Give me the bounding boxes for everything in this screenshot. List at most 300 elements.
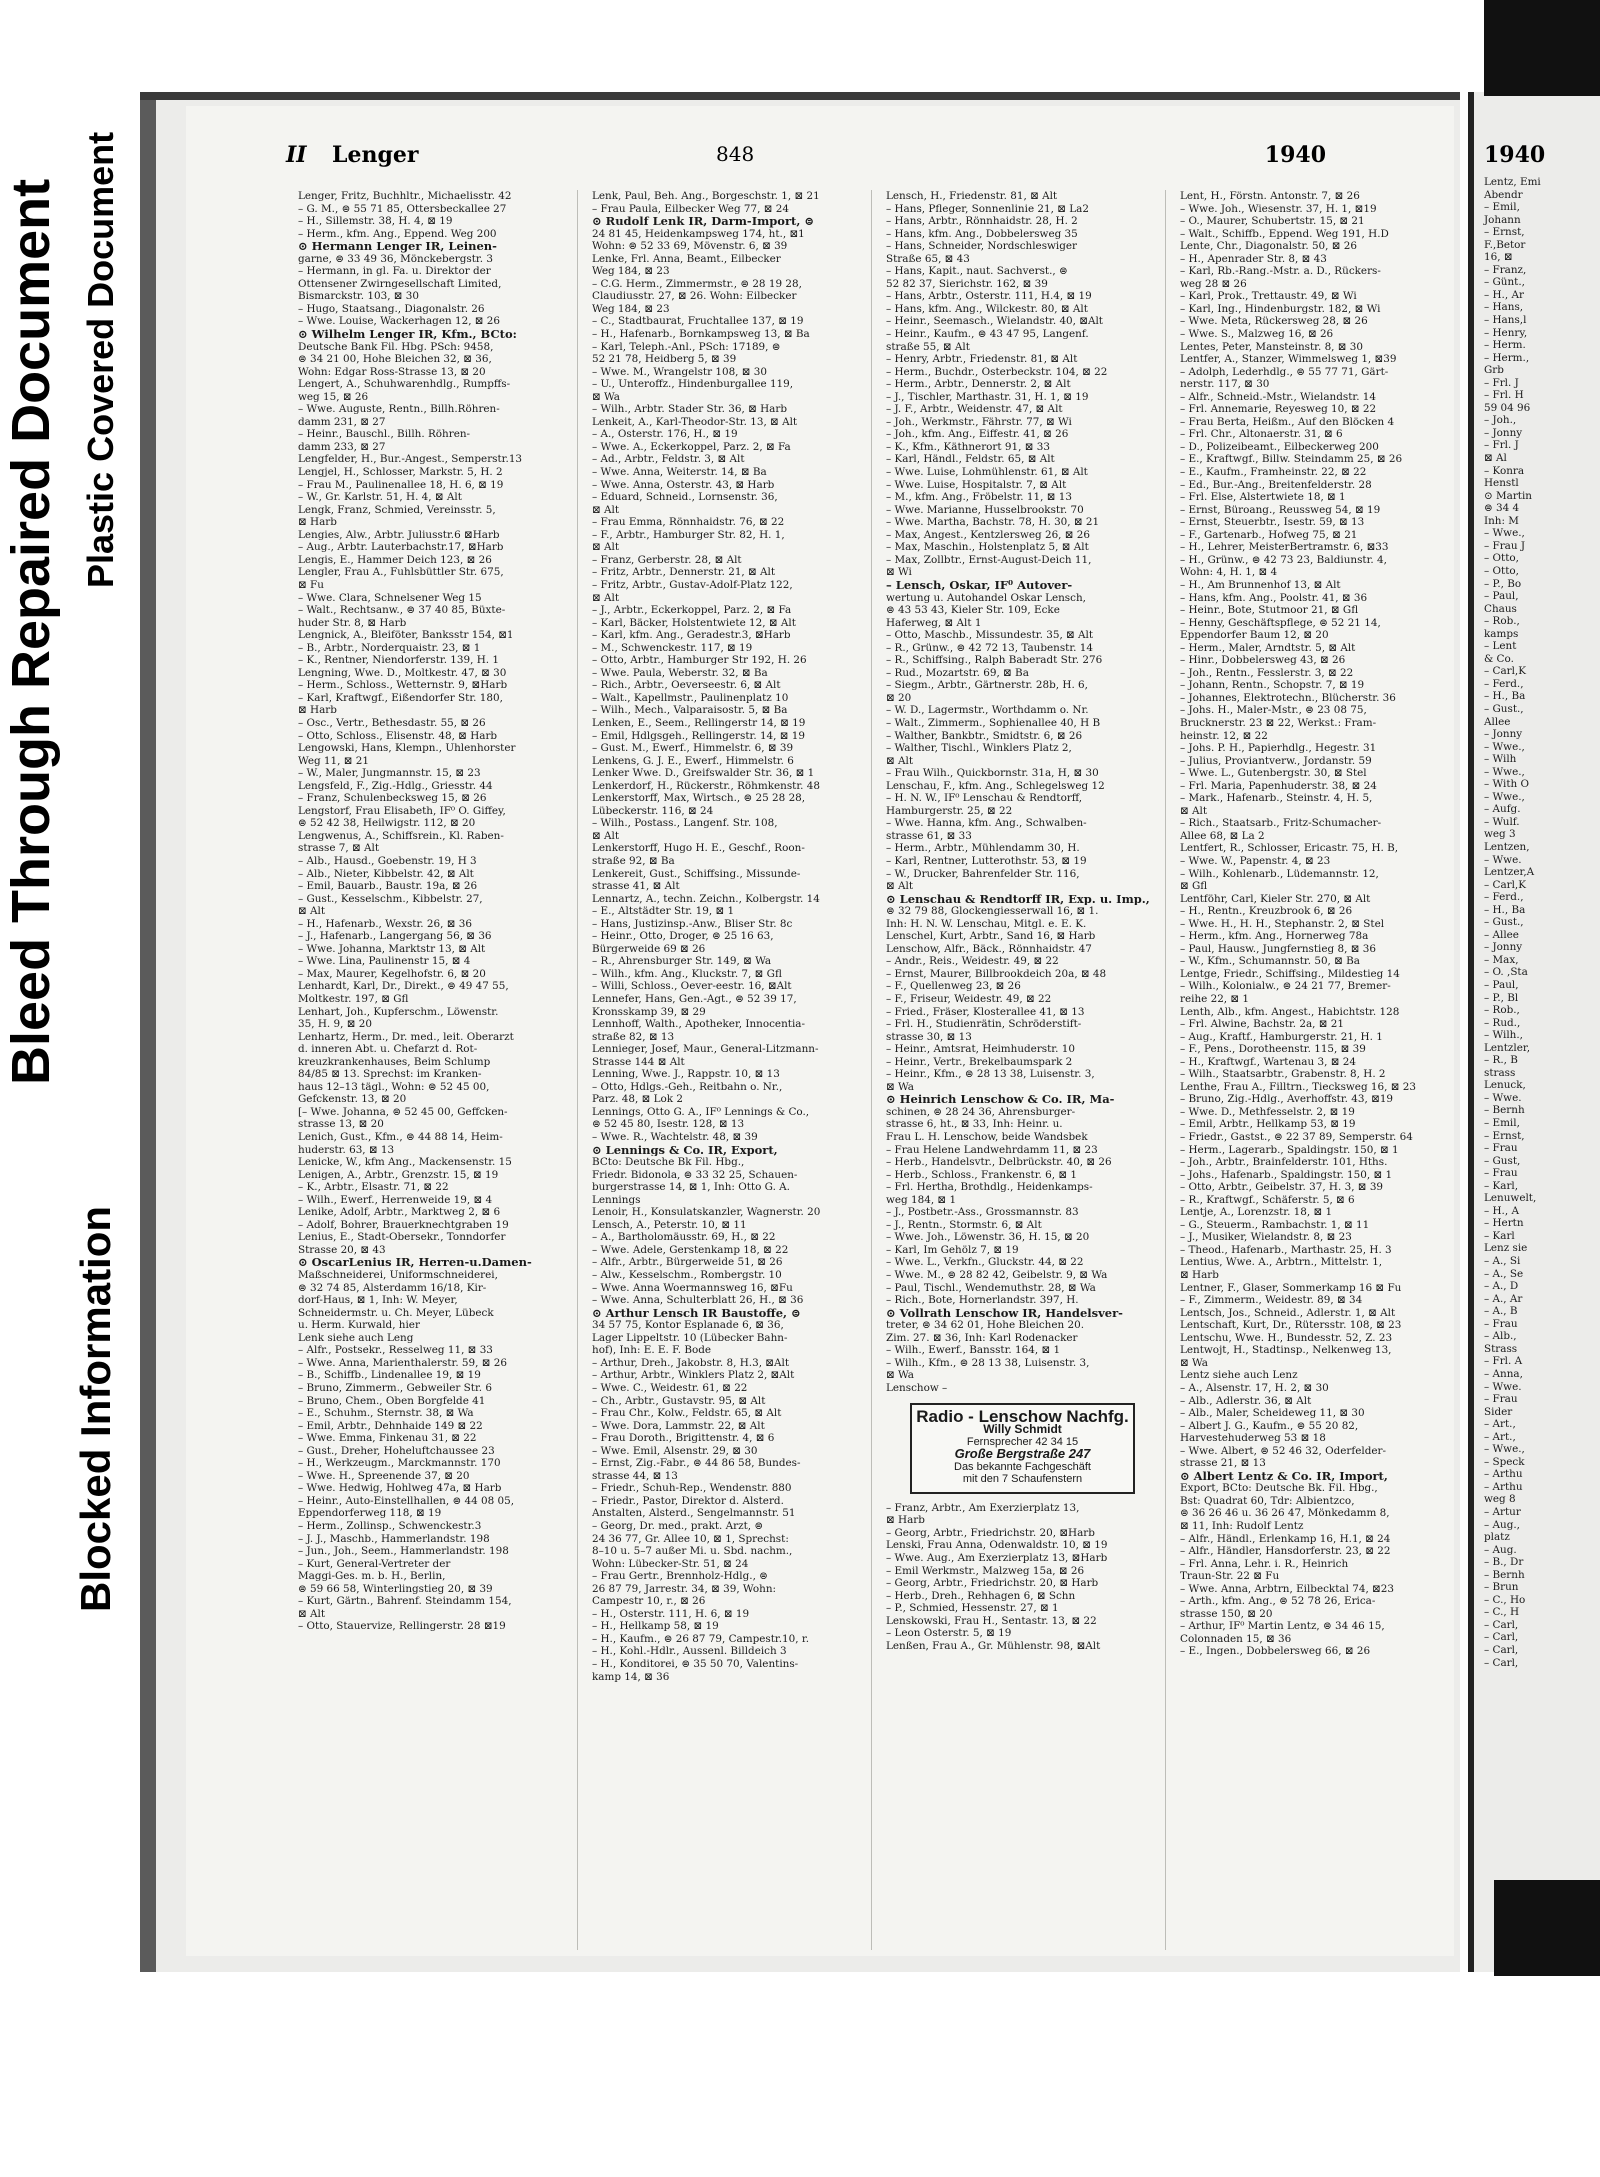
directory-entry: – H., Kraftwgf., Wartenau 3, ⊠ 24 [1180, 1055, 1356, 1068]
directory-entry: – Wwe. Luise, Hospitalstr. 7, ⊠ Alt [886, 478, 1067, 491]
adjacent-page-line: – Ferd., [1484, 891, 1524, 904]
directory-entry: – Karl, Rentner, Lutterothstr. 53, ⊠ 19 [886, 854, 1087, 867]
directory-entry: – H., Grünw., ⊜ 42 73 23, Baldiunstr. 4, [1180, 553, 1387, 566]
directory-entry: haus 12–13 tägl., Wohn: ⊜ 52 45 00, [298, 1080, 490, 1093]
directory-entry: 34 57 75, Kontor Esplanade 6, ⊠ 36, [592, 1319, 784, 1332]
directory-column-3 [886, 190, 1166, 1950]
directory-entry: ⊠ Wa [886, 1369, 914, 1382]
directory-entry: – Wwe. A., Eckerkoppel, Parz. 2, ⊠ Fa [592, 440, 791, 453]
directory-entry: Lennings, Otto G. A., IF⁰ Lennings & Co., [592, 1105, 810, 1118]
directory-entry: strasse 13, ⊠ 20 [298, 1118, 384, 1131]
directory-entry: – H., Osterstr. 111, H. 6, ⊠ 19 [592, 1607, 750, 1620]
directory-entry: Export, BCto: Deutsche Bk. Fil. Hbg., [1180, 1482, 1378, 1495]
directory-entry: damm 233, ⊠ 27 [298, 440, 386, 453]
directory-entry: – Hugo, Staatsang., Diagonalstr. 26 [298, 302, 485, 315]
running-head-surname: Lenger [332, 142, 419, 168]
directory-entry: – Wilh., kfm. Ang., Kluckstr. 7, ⊠ Gfl [592, 967, 782, 980]
adjacent-page-line: – Otto, [1484, 552, 1519, 565]
directory-entry: Lengis, E., Hammer Deich 123, ⊠ 26 [298, 553, 492, 566]
header-year: 1940 [1264, 142, 1326, 168]
directory-entry: – Wwe. Lina, Paulinenstr 15, ⊠ 4 [298, 955, 471, 968]
directory-entry: – Friedr., Schuh-Rep., Wendenstr. 880 [592, 1482, 792, 1495]
directory-entry: Lentes, Peter, Mansteinstr. 8, ⊠ 30 [1180, 340, 1364, 353]
adjacent-page-line: ⊠ Al [1484, 452, 1507, 465]
adjacent-page-line: – H., Ar [1484, 288, 1524, 301]
directory-entry: Anstalten, Alsterd., Sengelmannstr. 51 [592, 1507, 796, 1520]
directory-entry: – Hans, Kapit., naut. Sachverst., ⊜ [886, 265, 1068, 278]
ad-title: Radio - Lenschow Nachfg. [916, 1406, 1129, 1426]
directory-entry: – Paul, Hausw., Jungfernstieg 8, ⊠ 36 [1180, 942, 1376, 955]
adjacent-page-line: weg 8 [1484, 1493, 1516, 1506]
directory-entry: Lager Lippeltstr. 10 (Lübecker Bahn- [592, 1331, 788, 1344]
directory-entry: – Jun., Joh., Seem., Hammerlandstr. 198 [298, 1545, 509, 1558]
directory-entry: – Frl. Maria, Papenhuderstr. 38, ⊠ 24 [1180, 779, 1377, 792]
directory-entry: – R., Grünw., ⊜ 42 72 13, Taubenstr. 14 [886, 641, 1093, 654]
directory-entry: – Karl, Im Gehölz 7, ⊠ 19 [886, 1243, 1019, 1256]
adjacent-page-line: – Emil, [1484, 201, 1520, 214]
adjacent-page-line: – Rud., [1484, 1016, 1521, 1029]
directory-entry: d. inneren Abt. u. Chefarzt d. Rot- [298, 1043, 478, 1056]
directory-entry: – Frau M., Paulinenallee 18, H. 6, ⊠ 19 [298, 478, 504, 491]
directory-entry: – Hans, Arbtr., Rönnhaidstr. 28, H. 2 [886, 215, 1078, 228]
adjacent-page-line: – Brun [1484, 1581, 1519, 1594]
adjacent-page-line: – Frl. J [1484, 376, 1519, 389]
directory-entry: Lenken, E., Seem., Rellingerstr 14, ⊠ 19 [592, 716, 806, 729]
adjacent-page-line: – Lent [1484, 640, 1517, 653]
directory-entry: ⊠ Alt [592, 829, 620, 842]
directory-entry: – Frau Emma, Rönnhaidstr. 76, ⊠ 22 [592, 516, 785, 529]
adjacent-page-line: – Carl, [1484, 1643, 1519, 1656]
directory-entry: – H., Rentn., Kreuzbrook 6, ⊠ 26 [1180, 905, 1353, 918]
ad-street: Große Bergstraße 247 [954, 1446, 1091, 1462]
adjacent-page-line: – Frau [1484, 1167, 1518, 1180]
directory-entry: Lenkeit, A., Karl-Theodor-Str. 13, ⊠ Alt [592, 415, 798, 428]
directory-entry: – Rich., Bote, Hornerlandstr. 397, H. [886, 1294, 1079, 1307]
directory-entry: – R., Schiffsing., Ralph Baberadt Str. 276 [886, 654, 1103, 667]
adjacent-page-line: – Aug., [1484, 1518, 1520, 1531]
directory-entry: damm 231, ⊠ 27 [298, 415, 386, 428]
directory-entry: Gefckenstr. 13, ⊠ 20 [298, 1093, 407, 1106]
directory-entry: – Alw., Kesselschm., Rombergstr. 10 [592, 1269, 782, 1282]
directory-entry: – Emil, Arbtr., Dehnhaide 149 ⊠ 22 [298, 1419, 483, 1432]
adjacent-page-line: strass [1484, 1066, 1516, 1079]
directory-entry: 52 21 78, Heidberg 5, ⊠ 39 [592, 353, 737, 366]
adjacent-page-line: – Art., [1484, 1430, 1516, 1443]
adjacent-page-line: 16, ⊠ [1484, 251, 1513, 264]
directory-entry: – F., Zimmerm., Weidestr. 89, ⊠ 34 [1180, 1294, 1363, 1307]
directory-entry: nerstr. 117, ⊠ 30 [1180, 378, 1270, 391]
directory-entry: 24 36 77, Gr. Allee 10, ⊠ 1, Sprechst: [592, 1532, 789, 1545]
directory-entry: – Wwe. Auguste, Rentn., Billh.Röhren- [298, 403, 500, 416]
directory-entry: straße 55, ⊠ Alt [886, 340, 970, 353]
adjacent-page-line: – Anna, [1484, 1367, 1523, 1380]
adjacent-page-line: – Hans, [1484, 301, 1524, 314]
directory-entry: Lenkereit, Gust., Schiffsing., Missunde- [592, 867, 801, 880]
adjacent-page-line: – Frl. H [1484, 389, 1524, 402]
directory-entry: – H., Am Brunnenhof 13, ⊠ Alt [1180, 578, 1341, 591]
directory-entry: – Otto, Schloss., Elisenstr. 48, ⊠ Harb [298, 729, 498, 742]
directory-entry: – Emil, Hdlgsgeh., Rellingerstr. 14, ⊠ 19 [592, 729, 806, 742]
adjacent-page-line: – Allee [1484, 928, 1519, 941]
directory-entry: straße 92, ⊠ Ba [592, 854, 675, 867]
directory-entry: Campestr 10, r., ⊠ 26 [592, 1595, 706, 1608]
directory-entry: Lengning, Wwe. D., Moltkestr. 47, ⊠ 30 [298, 666, 507, 679]
directory-entry: Lensch, H., Friedenstr. 81, ⊠ Alt [886, 190, 1058, 202]
adjacent-page-line: – Jonny [1484, 941, 1523, 954]
directory-entry: – Fried., Fräser, Klosterallee 41, ⊠ 13 [886, 1005, 1085, 1018]
bleed-through-label: Bleed Through Repaired Document [1, 178, 61, 1085]
adjacent-page-year: 1940 [1484, 142, 1546, 168]
directory-entry: Lenthe, Frau A., Filltrn., Tiecksweg 16, ⊠ 23 [1180, 1080, 1416, 1093]
directory-entry: – Fritz, Arbtr., Dennerstr. 21, ⊠ Alt [592, 566, 776, 579]
directory-entry: Lenk siehe auch Leng [298, 1331, 414, 1344]
adjacent-page-line: – Wwe., [1484, 790, 1525, 803]
directory-entry: – F., Gartenarb., Hofweg 75, ⊠ 21 [1180, 528, 1358, 541]
directory-entry: – E., Altstädter Str. 19, ⊠ 1 [592, 905, 735, 918]
directory-entry: – Henry, Arbtr., Friedenstr. 81, ⊠ Alt [886, 353, 1078, 366]
directory-entry: – Frl. Hertha, Brothdlg., Heidenkamps- [886, 1181, 1093, 1194]
directory-entry: Lentsch, Jos., Schneid., Adlerstr. 1, ⊠ Alt [1180, 1306, 1396, 1319]
directory-column-1 [298, 190, 578, 1950]
directory-entry: – Kurt, General-Vertreter der [298, 1557, 451, 1570]
directory-entry: Lenkerstorff, Hugo H. E., Geschf., Roon- [592, 842, 805, 855]
directory-entry: – Heinr., Bauschl., Billh. Röhren- [298, 428, 471, 441]
directory-entry: Lennefer, Hans, Gen.-Agt., ⊜ 52 39 17, [592, 993, 797, 1005]
directory-entry: Deutsche Bank Fil. Hbg. PSch: 9458, [298, 340, 494, 353]
directory-entry: – Johs., Hafenarb., Spaldingstr. 150, ⊠ 1 [1180, 1168, 1393, 1181]
directory-entry: Maßschneiderei, Uniformschneiderei, [298, 1269, 498, 1282]
directory-entry: – Rich., Staatsarb., Fritz-Schumacher- [1180, 817, 1382, 830]
adjacent-page-line: – Wwe. [1484, 1380, 1522, 1393]
directory-entry: – Ernst, Zig.-Fabr., ⊜ 44 86 58, Bundes- [592, 1457, 801, 1470]
directory-entry: – Karl, Prok., Trettaustr. 49, ⊠ Wi [1180, 290, 1357, 303]
adjacent-page-line: – Bernh [1484, 1104, 1525, 1117]
directory-entry: – Theod., Hafenarb., Marthastr. 25, H. 3 [1180, 1243, 1392, 1256]
adjacent-page-line: kamps [1484, 627, 1519, 640]
directory-entry: – Wwe. Anna Woermannsweg 16, ⊠Fu [592, 1281, 793, 1294]
plastic-covered-label: Plastic Covered Document [80, 131, 121, 588]
directory-entry: Lenger, Fritz, Buchhltr., Michaelisstr. 42 [298, 190, 512, 202]
directory-entry: – Wwe. Luise, Lohmühlenstr. 61, ⊠ Alt [886, 466, 1088, 479]
adjacent-page-line: – Ferd., [1484, 677, 1524, 690]
directory-entry: huder Str. 8, ⊠ Harb [298, 616, 407, 629]
page-header [286, 142, 1446, 178]
directory-entry: – A., Alsenstr. 17, H. 2, ⊠ 30 [1180, 1381, 1329, 1394]
directory-entry: – M., Schwenckestr. 117, ⊠ 19 [592, 641, 753, 654]
directory-entry: Lenning, Wwe. J., Rappstr. 10, ⊠ 13 [592, 1068, 780, 1081]
directory-entry: – B., Arbtr., Norderquaistr. 23, ⊠ 1 [298, 641, 481, 654]
directory-entry: – Hans, kfm. Ang., Poolstr. 41, ⊠ 36 [1180, 591, 1368, 604]
directory-entry: Lenhardt, Karl, Dr., Direkt., ⊜ 49 47 55, [298, 980, 509, 993]
adjacent-page-line: – Frl. J [1484, 439, 1519, 452]
directory-entry: – Fritz, Arbtr., Gustav-Adolf-Platz 122, [592, 578, 793, 591]
directory-entry: Bst: Quadrat 60, Tdr: Albientzco, [1180, 1494, 1355, 1507]
directory-entry: – E., Ingen., Dobbelersweg 66, ⊠ 26 [1180, 1645, 1371, 1658]
adjacent-page-line: – Herm. [1484, 339, 1526, 352]
directory-entry: – C., Stadtbaurat, Fruchtallee 137, ⊠ 19 [592, 315, 804, 328]
directory-entry: – Adolf, Bohrer, Brauerknechtgraben 19 [298, 1218, 509, 1231]
directory-entry: – A., Osterstr. 176, H., ⊠ 19 [592, 428, 738, 441]
directory-entry: – Wilh., Staatsarbtr., Grabenstr. 8, H. 2 [1180, 1068, 1386, 1081]
directory-entry: ⊠ Wa [592, 390, 620, 403]
directory-entry: Hamburgerstr. 25, ⊠ 22 [886, 804, 1013, 817]
directory-entry: – F., Friseur, Weidestr. 49, ⊠ 22 [886, 993, 1052, 1005]
directory-entry: Bürgerweide 69 ⊠ 26 [592, 942, 706, 955]
directory-entry: – Karl, Rb.-Rang.-Mstr. a. D., Rückers- [1180, 265, 1381, 278]
directory-entry: 35, H. 9, ⊠ 20 [298, 1018, 372, 1031]
adjacent-page-line: – Wilh [1484, 753, 1517, 766]
volume-number: II [286, 142, 307, 168]
directory-entry: – Siegm., Arbtr., Gärtnerstr. 28b, H. 6, [886, 679, 1088, 692]
directory-entry: weg 15, ⊠ 26 [298, 390, 369, 403]
directory-entry: ⊜ 59 66 58, Winterlingstieg 20, ⊠ 39 [298, 1582, 493, 1595]
directory-entry: kreuzkrankenhauses, Beim Schlump [298, 1055, 491, 1068]
directory-entry: – G., Steuerm., Rambachstr. 1, ⊠ 11 [1180, 1218, 1370, 1231]
directory-entry: garne, ⊜ 33 49 36, Mönckebergstr. 3 [298, 252, 493, 265]
adjacent-page-line: – Wwe., [1484, 740, 1525, 753]
directory-entry: – Wwe. Marianne, Husselbrookstr. 70 [886, 503, 1084, 516]
directory-entry: Parz. 48, ⊠ Lok 2 [592, 1093, 683, 1106]
directory-entry: strasse 61, ⊠ 33 [886, 829, 972, 842]
directory-entry: – Gust., Dreher, Hoheluftchaussee 23 [298, 1444, 495, 1457]
directory-entry: Weg 11, ⊠ 21 [298, 754, 369, 767]
directory-entry: – Ernst, Maurer, Billbrookdeich 20a, ⊠ 48 [886, 967, 1107, 980]
directory-entry: reihe 22, ⊠ 1 [1180, 993, 1250, 1005]
directory-entry: Lennartz, A., techn. Zeichn., Kolbergstr. 14 [592, 892, 820, 905]
adjacent-page-line: – Ernst, [1484, 226, 1525, 239]
adjacent-page-line: F.,Betor [1484, 238, 1526, 251]
adjacent-page-line: – Herm., [1484, 351, 1530, 364]
directory-entry: – Georg, Dr. med., prakt. Arzt, ⊜ [592, 1519, 764, 1532]
directory-entry: – Hans, Justizinsp.-Anw., Bliser Str. 8c [592, 917, 793, 930]
directory-entry: Lenker Wwe. D., Greifswalder Str. 36, ⊠ 1 [592, 767, 815, 780]
adjacent-page-line: – Max, [1484, 953, 1519, 966]
directory-entry: – Johann, Rentn., Schopstr. 7, ⊠ 19 [1180, 679, 1365, 692]
directory-entry: Colonnaden 15, ⊠ 36 [1180, 1632, 1292, 1645]
scanned-page [140, 92, 1460, 1972]
directory-entry: – K., Rentner, Niendorferstr. 139, H. 1 [298, 654, 500, 667]
directory-entry: – Wwe. H., Spreenende 37, ⊠ 20 [298, 1469, 470, 1482]
directory-entry: Lengler, Frau A., Fuhlsbüttler Str. 675, [298, 566, 504, 579]
directory-entry: – Arth., kfm. Ang., ⊜ 52 78 26, Erica- [1180, 1595, 1376, 1608]
directory-entry: – R., Kraftwgf., Schäferstr. 5, ⊠ 6 [1180, 1193, 1355, 1206]
adjacent-page-line: – P., Bl [1484, 991, 1519, 1004]
directory-entry: – Heinr., Amtsrat, Heimhuderstr. 10 [886, 1043, 1075, 1056]
directory-entry: Lent, H., Förstn. Antonstr. 7, ⊠ 26 [1180, 190, 1360, 202]
directory-entry: – Alb., Nieter, Kibbelstr. 42, ⊠ Alt [298, 867, 474, 880]
directory-entry: – Wwe. Paula, Weberstr. 32, ⊠ Ba [592, 666, 768, 679]
directory-entry: ⊙ Lennings & Co. IR, Export, [592, 1143, 778, 1157]
directory-entry: – E., Schuhm., Sternstr. 38, ⊠ Wa [298, 1407, 474, 1420]
directory-entry: – C.G. Herm., Zimmermstr., ⊜ 28 19 28, [592, 277, 802, 290]
directory-entry: – Friedr., Gastst., ⊜ 22 37 89, Semperstr. 64 [1180, 1131, 1413, 1144]
directory-entry: – Karl, Teleph.-Anl., PSch: 17189, ⊜ [592, 340, 781, 353]
adjacent-page-line: Grb [1484, 364, 1504, 377]
directory-entry: Lengk, Franz, Schmied, Vereinsstr. 5, [298, 503, 496, 516]
ad-slogan-1: Das bekannte Fachgeschäft [954, 1460, 1091, 1473]
adjacent-page-line: – Hans,l [1484, 314, 1527, 327]
directory-entry: – J., Musiker, Wielandstr. 8, ⊠ 23 [1180, 1231, 1352, 1244]
directory-entry: strasse 30, ⊠ 13 [886, 1030, 972, 1043]
directory-entry: – Herb., Schloss., Frankenstr. 6, ⊠ 1 [886, 1168, 1077, 1181]
directory-entry: ⊙ Vollrath Lenschow IR, Handelsver- [886, 1306, 1123, 1320]
adjacent-page-line: Chaus [1484, 602, 1517, 615]
directory-entry: – Franz, Gerberstr. 28, ⊠ Alt [592, 553, 742, 566]
directory-entry: – Frau Wilh., Quickbornstr. 31a, H, ⊠ 30 [886, 767, 1099, 780]
directory-entry: – Bruno, Zig.-Hdlg., Averhoffstr. 43, ⊠19 [1180, 1093, 1394, 1106]
directory-entry: – Herm., Lagerarb., Spaldingstr. 150, ⊠ 1 [1180, 1143, 1399, 1156]
adjacent-page-line: – Joh., [1484, 414, 1517, 427]
directory-entry: – Wwe. Joh., Löwenstr. 36, H. 15, ⊠ 20 [886, 1231, 1090, 1244]
directory-entry: Lentschu, Wwe. H., Bundesstr. 52, Z. 23 [1180, 1331, 1393, 1344]
directory-entry: – Franz, Schulenbecksweg 15, ⊠ 26 [298, 792, 487, 805]
directory-entry: – Walt., Rechtsanw., ⊜ 37 40 85, Büxte- [298, 604, 506, 617]
adjacent-page-line: – Henry, [1484, 326, 1528, 339]
adjacent-page-line: – Frau J [1484, 539, 1526, 552]
adjacent-page-line: – Wwe., [1484, 765, 1525, 778]
directory-entry: u. Herm. Kurwald, hier [298, 1319, 420, 1332]
directory-entry: Lenßen, Frau A., Gr. Mühlenstr. 98, ⊠Alt [886, 1639, 1101, 1652]
directory-entry: Lenich, Gust., Kfm., ⊜ 44 88 14, Heim- [298, 1131, 503, 1144]
directory-entry: – Georg, Arbtr., Friedrichstr. 20, ⊠ Harb [886, 1577, 1099, 1590]
directory-entry: Lenike, Adolf, Arbtr., Marktweg 2, ⊠ 6 [298, 1206, 501, 1219]
directory-entry: – W., Drucker, Bahrenfelder Str. 116, [886, 867, 1080, 880]
directory-entry: Lenigen, A., Arbtr., Grenzstr. 15, ⊠ 19 [298, 1168, 499, 1181]
directory-entry: Lengert, A., Schuhwarenhdlg., Rumpffs- [298, 378, 511, 391]
directory-entry: – Lensch, Oskar, IF⁰ Autover- [886, 578, 1073, 592]
directory-entry: ⊠ 20 [886, 691, 912, 704]
directory-entry: – Karl, Kraftwgf., Eißendorfer Str. 180, [298, 691, 503, 704]
adjacent-page-line: – Gust., [1484, 702, 1524, 715]
directory-entry: ⊠ 11, Inh: Rudolf Lentz [1180, 1519, 1304, 1532]
directory-entry: – Hans, kfm. Ang., Wilckestr. 80, ⊠ Alt [886, 302, 1088, 315]
adjacent-page-line: – C., H [1484, 1606, 1520, 1619]
directory-entry: – Gust., Kesselschm., Kibbelstr. 27, [298, 892, 483, 905]
ad-owner: Willy Schmidt [983, 1422, 1062, 1437]
directory-entry: – Wwe. Anna, Marienthalerstr. 59, ⊠ 26 [298, 1356, 507, 1369]
black-tab-bottom [1494, 1880, 1600, 1976]
directory-entry: – Mark., Hafenarb., Steinstr. 4, H. 5, [1180, 792, 1373, 805]
directory-entry: – Wwe. M., ⊜ 28 82 42, Geibelstr. 9, ⊠ Wa [886, 1269, 1108, 1282]
directory-entry: – Wilh., Ewerf., Bansstr. 164, ⊠ 1 [886, 1344, 1061, 1357]
directory-entry: – J., Rentn., Stormstr. 6, ⊠ Alt [886, 1218, 1042, 1231]
directory-entry: ⊜ 32 79 88, Glockengiesserwall 16, ⊠ 1. [886, 905, 1099, 918]
adjacent-page-line: Allee [1484, 715, 1511, 728]
directory-entry: Lenth, Alb., kfm. Angest., Habichtstr. 128 [1180, 1005, 1400, 1018]
directory-entry: Eppendorferweg 118, ⊠ 19 [298, 1507, 442, 1520]
directory-entry: weg 28 ⊠ 26 [1180, 277, 1247, 290]
adjacent-page-line: – Gust., [1484, 916, 1524, 929]
page-content [186, 106, 1454, 1956]
directory-entry: – Max, Maschin., Holstenplatz 5, ⊠ Alt [886, 541, 1089, 554]
directory-entry: – Emil, Arbtr., Hellkamp 53, ⊠ 19 [1180, 1118, 1356, 1131]
adjacent-page-line: – H., Ba [1484, 690, 1526, 703]
directory-entry: – F., Pens., Dorotheenstr. 115, ⊠ 39 [1180, 1043, 1366, 1056]
directory-entry: Lentge, Friedr., Schiffsing., Mildestieg 14 [1180, 967, 1400, 980]
directory-entry: – H., Hafenarb., Bornkampsweg 13, ⊠ Ba [592, 328, 810, 341]
directory-entry: burgerstrasse 14, ⊠ 1, Inh: Otto G. A. [592, 1181, 790, 1194]
adjacent-page-line: – Carl,K [1484, 665, 1526, 678]
adjacent-page-line: – H., A [1484, 1204, 1519, 1217]
directory-entry: Lenkens, G. J. E., Ewerf., Himmelstr. 6 [592, 754, 794, 767]
directory-entry: ⊠ Gfl [1180, 880, 1208, 893]
adjacent-page-line: – A., Se [1484, 1267, 1524, 1280]
directory-entry: 52 82 37, Sierichstr. 162, ⊠ 39 [886, 277, 1048, 290]
adjacent-page-text [1484, 176, 1541, 1669]
directory-entry: ⊠ Alt [886, 754, 914, 767]
directory-entry: ⊙ Albert Lentz & Co. IR, Import, [1180, 1469, 1388, 1483]
directory-entry: Lentfert, R., Schlosser, Ericastr. 75, H. B, [1180, 842, 1399, 855]
directory-entry: – Osc., Vertr., Bethesdastr. 55, ⊠ 26 [298, 716, 486, 729]
directory-entry: ⊜ 43 53 43, Kieler Str. 109, Ecke [886, 604, 1060, 617]
directory-entry: – Max, Angest., Kentzlersweg 26, ⊠ 26 [886, 528, 1091, 541]
directory-entry: – Frau Helene Landwehrdamm 11, ⊠ 23 [886, 1143, 1098, 1156]
directory-entry: ⊜ 52 42 38, Heilwigstr. 112, ⊠ 20 [298, 817, 476, 830]
directory-entry: Lenschow, Alfr., Bäck., Rönnhaidstr. 47 [886, 942, 1092, 955]
directory-entry: – Joh., Rentn., Fesslerstr. 3, ⊠ 22 [1180, 666, 1354, 679]
directory-entry: Lentwojt, H., Stadtinsp., Nelkenweg 13, [1180, 1344, 1392, 1357]
directory-entry: ⊠ Alt [1180, 804, 1208, 817]
directory-entry: – B., Schiffb., Lindenallee 19, ⊠ 19 [298, 1369, 481, 1382]
directory-entry: – Wwe. Dora, Lammstr. 22, ⊠ Alt [592, 1419, 765, 1432]
adjacent-page-line: Johann [1484, 213, 1521, 226]
directory-entry: Friedr. Bidonola, ⊜ 33 32 25, Schauen- [592, 1168, 798, 1181]
directory-entry: ⊠ Alt [592, 591, 620, 604]
directory-entry: – Hermann, in gl. Fa. u. Direktor der [298, 265, 491, 278]
adjacent-page-line: – Aufg. [1484, 803, 1521, 816]
adjacent-page-line: – Emil, [1484, 1117, 1520, 1130]
directory-entry: – Ed., Bur.-Ang., Breitenfelderstr. 28 [1180, 478, 1372, 491]
directory-entry: – Herb., Dreh., Rehhagen 6, ⊠ Schn [886, 1589, 1076, 1602]
adjacent-page-line: – Wwe. [1484, 1091, 1522, 1104]
directory-entry: – Frl. Chr., Altonaerstr. 31, ⊠ 6 [1180, 428, 1343, 441]
directory-entry: Moltkestr. 197, ⊠ Gfl [298, 993, 409, 1005]
directory-entry: – Joh., Werkmstr., Fährstr. 77, ⊠ Wi [886, 415, 1072, 428]
directory-entry: BCto: Deutsche Bk Fil. Hbg., [592, 1156, 745, 1169]
directory-entry: ⊠ Alt [886, 880, 914, 893]
directory-entry: – Herm., Arbtr., Dennerstr. 2, ⊠ Alt [886, 378, 1071, 391]
directory-entry: – Julius, Proviantverw., Jordanstr. 59 [1180, 754, 1372, 767]
adjacent-page-line: – Frau [1484, 1317, 1518, 1330]
directory-entry: Harvestehuderweg 53 ⊠ 18 [1180, 1432, 1326, 1445]
directory-entry: – Frl. Anna, Lehr. i. R., Heinrich [1180, 1557, 1349, 1570]
directory-entry: weg 184, ⊠ 1 [886, 1193, 957, 1206]
directory-entry: kamp 14, ⊠ 36 [592, 1670, 670, 1683]
directory-entry: Lübeckerstr. 116, ⊠ 24 [592, 804, 714, 817]
directory-entry: – Alb., Adlerstr. 36, ⊠ Alt [1180, 1394, 1312, 1407]
directory-entry: ⊠ Alt [298, 905, 326, 918]
directory-entry: – Johs. P. H., Papierhdlg., Hegestr. 31 [1180, 742, 1377, 755]
directory-entry: – J., Tischler, Marthastr. 31, H. 1, ⊠ 19 [886, 390, 1089, 403]
directory-entry: Lenhartz, Herm., Dr. med., leit. Oberarzt [298, 1030, 514, 1043]
directory-entry: – Heinr., Otto, Droger, ⊜ 25 16 63, [592, 930, 774, 943]
adjacent-page-line: – Carl, [1484, 1618, 1519, 1631]
directory-entry: dorf-Haus, ⊠ 1, Inh: W. Meyer, [298, 1294, 458, 1307]
directory-entry: Wohn: Edgar Ross-Strasse 13, ⊠ 20 [298, 365, 486, 378]
directory-entry: – Herm., Schloss., Wetternstr. 9, ⊠Harb [298, 679, 508, 692]
adjacent-page-line: – Ernst, [1484, 1129, 1525, 1142]
directory-entry: Lenskowski, Frau H., Sentastr. 13, ⊠ 22 [886, 1614, 1097, 1627]
directory-entry: ⊠ Wi [886, 566, 912, 579]
adjacent-page-line: – With O [1484, 778, 1530, 791]
directory-entry: – Wwe. Martha, Bachstr. 78, H. 30, ⊠ 21 [886, 516, 1100, 529]
directory-entry: Lentner, F., Glaser, Sommerkamp 16 ⊠ Fu [1180, 1281, 1402, 1294]
directory-entry: Weg 184, ⊠ 23 [592, 265, 670, 278]
directory-entry: – Gust. M., Ewerf., Himmelstr. 6, ⊠ 39 [592, 742, 794, 755]
directory-entry: schinen, ⊜ 28 24 36, Ahrensburger- [886, 1105, 1076, 1118]
adjacent-page-line: Lentz, Emi [1484, 176, 1541, 188]
directory-entry: – Henny, Geschäftspflege, ⊜ 52 21 14, [1180, 616, 1381, 629]
